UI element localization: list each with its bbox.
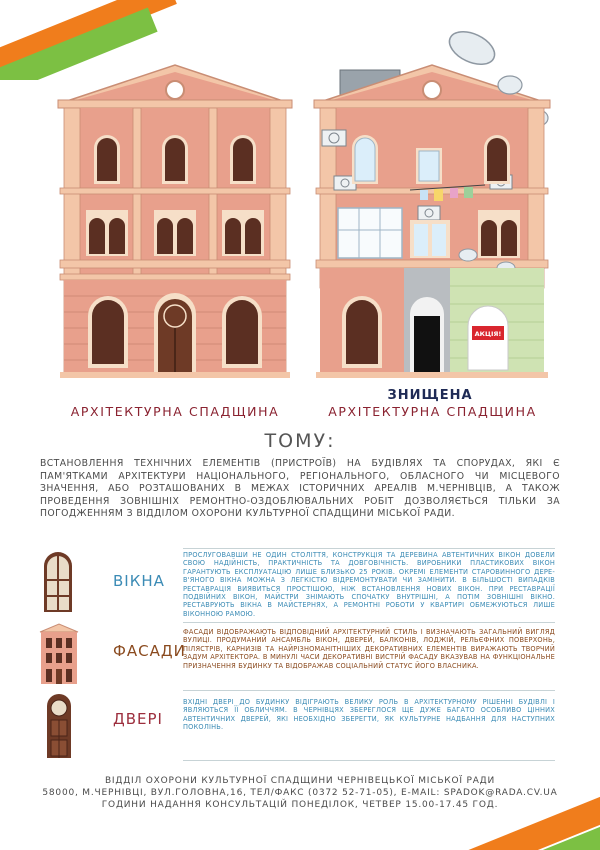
upper-windows <box>94 135 256 184</box>
section-windows <box>38 548 560 618</box>
plain-door <box>410 297 444 376</box>
section-label-facades: ФАСАДИ <box>113 642 186 660</box>
divider <box>183 690 555 691</box>
footer-department: ВІДДІЛ ОХОРОНИ КУЛЬТУРНОЇ СПАДЩИНИ ЧЕРНІВЕЦЬКОЇ МІСЬКОЇ РАДИ <box>104 776 496 786</box>
middle-windows <box>86 210 264 256</box>
section-text-facades: ФАСАДИ ВІДОБРАЖАЮТЬ ВІДПОВІДНИЙ АРХІТЕКТУРНИЙ СТИЛЬ І ВИЗНАЧАЮТЬ ЗАГАЛЬНИЙ ВИГЛЯД ВУЛИЦІ. ПРОДУМАНИЙ АНСАМБЛЬ ВІКОН, ДВЕРЕЙ, БАЛКОНІВ, ЛОДЖІЙ, РЕЛЬЄФНИХ ПОВЕРХОНЬ, ПІЛЯСТРІВ, КАРНИЗІВ ТА НАЙРІЗНОМАНІТНІШИХ ДЕКОРАТИВНИХ ЕЛЕМЕНТІВ ВИРАЖАЮТЬ ТВОРЧИЙ ЗАДУМ АРХІТЕКТОРА. В МИНУЛІ ЧАСИ ДЕКОРАТИВНІ ВИСТРІЙ ФАСАДУ ВКАЗУВАВ НА ФУНКЦІОНАЛЬНЕ ПРИЗНАЧЕННЯ БУДИНКУ ТА ВІДОБРАЖАВ СОЦІАЛЬНИЙ СТАТУС ЙОГО ВЛАСНИКА. <box>183 628 555 670</box>
door-icon <box>46 692 72 758</box>
ground-arched-window <box>342 296 382 368</box>
ornate-door <box>154 293 196 376</box>
caption-destroyed: ЗНИЩЕНА <box>387 388 473 403</box>
divider <box>183 760 555 761</box>
destroyed-heritage-building-illustration <box>310 30 555 380</box>
section-label-windows: ВІКНА <box>113 572 165 590</box>
section-text-doors: ВХІДНІ ДВЕРІ ДО БУДИНКУ ВІДІГРАЮТЬ ВЕЛИКУ РОЛЬ В АРХІТЕКТУРНОМУ РІШЕННІ БУДІВЛІ І ЯВЛЯЮТЬСЯ ЇЇ ОБЛИЧЧЯМ. В ЧЕРНІВЦЯХ ЗБЕРЕГЛОСЯ ЩЕ ДУЖЕ БАГАТО ОСОБЛИВО ЦІННИХ АВТЕНТИЧНИХ ДВЕРЕЙ, ЯКІ НЕОБХІДНО ЗБЕРЕГТИ, ЯК КУЛЬТУРНЕ НАДБАННЯ ДЛЯ НАСТУПНИХ ПОКОЛІНЬ. <box>183 698 555 732</box>
footer-address: 58000, М.ЧЕРНІВЦІ, ВУЛ.ГОЛОВНА,16, ТЕЛ/ФАКС (0372 52-71-05), E-MAIL: SPADOK@RADA.CV.UA <box>42 788 558 798</box>
roof-pediment <box>58 65 292 108</box>
caption-heritage: АРХІТЕКТУРНА СПАДЩИНА <box>70 404 280 419</box>
divider <box>183 548 555 549</box>
section-facades <box>38 622 560 690</box>
facade-icon <box>38 622 80 684</box>
heritage-building-illustration <box>50 60 300 380</box>
caption-destroyed-heritage: АРХІТЕКТУРНА СПАДЩИНА <box>328 404 537 419</box>
shop-window <box>468 306 508 370</box>
section-text-windows: ПРОСЛУГОВАВШИ НЕ ОДИН СТОЛІТТЯ, КОНСТРУКЦІЯ ТА ДЕРЕВИНА АВТЕНТИЧНИХ ВІКОН ДОВЕЛИ СВОЮ НАДІЙНІСТЬ, ПРАКТИЧНІСТЬ ТА ДОВГОВІЧНІСТЬ. ВИРОБНИКИ ПЛАСТИКОВИХ ВІКОН ГАРАНТУЮТЬ ЕКСПЛУАТАЦІЮ ЛИШЕ БЛИЗЬКО 25 РОКІВ. ОКРЕМІ ЕЛЕМЕНТИ СТАРОВИННОГО ДЕРЕ- В'ЯНОГО ВІКНА МОЖНА З ЛЕГКІСТЮ ВІДРЕМОНТУВАТИ ЧИ ЗАМІНИТИ. В БІЛЬШОСТІ ВИПАДКІВ РЕСТАВРАЦІЯ ВИЯВИТЬСЯ ПРОСТІШОЮ, НІЖ ВСТАНОВЛЕННЯ НОВИХ ВІКОН. ПРИ РЕСТАВРАЦІЇ ПОДВІЙНИХ ВІКОН, МАЙСТРИ ЗНІМАЮТЬ СПОЧАТКУ ВНУТРІШНІ, А ПОТІМ ЗОВНІШНІ ВІКНО. РЕСТАВРУЮТЬ ВІКНА В МАЙСТЕРНЯХ, А РЕМОНТНІ РОБОТИ У КВАРТИРІ ОБМЕЖУЮТЬСЯ ЛИШЕ ВІКОННОЮ РАМОЮ. <box>183 551 555 618</box>
section-doors <box>38 690 560 762</box>
divider <box>183 622 555 623</box>
enclosed-balcony <box>338 208 402 258</box>
window-icon <box>42 550 74 614</box>
shop-sign-text: АКЦІЯ! <box>474 330 502 338</box>
main-paragraph: ВСТАНОВЛЕННЯ ТЕХНІЧНИХ ЕЛЕМЕНТІВ (ПРИСТРОЇВ) НА БУДІВЛЯХ ТА СПОРУДАХ, ЯКІ Є ПАМ'ЯТКАМИ АРХІТЕКТУРИ НАЦІОНАЛЬНОГО, РЕГІОНАЛЬНОГО, ОБЛАСНОГО ЧИ МІСЦЕВОГО ЗНАЧЕННЯ, АБО РОЗТАШОВАНИХ В МЕЖАХ ІСТОРИЧНИХ АРЕАЛІВ М.ЧЕРНІВЦІВ, А ТАКОЖ ПРОВЕДЕННЯ ЗОВНІШНІХ РЕМОНТНО-ОЗДОБЛЮВАЛЬНИХ РОБІТ ДОЗВОЛЯЄТЬСЯ ТІЛЬКИ ЗА ПОГОДЖЕННЯМ З ВІДДІЛОМ ОХОРОНИ КУЛЬТУРНОЇ СПАДЩИНИ МІСЬКОЇ РАДИ. <box>40 458 560 520</box>
section-label-doors: ДВЕРІ <box>113 710 163 728</box>
footer-hours: ГОДИНИ НАДАННЯ КОНСУЛЬТАЦІЙ ПОНЕДІЛОК, ЧЕТВЕР 15.00-17.45 ГОД. <box>101 800 499 810</box>
footer <box>0 775 600 811</box>
page-title: ТОМУ: <box>264 430 336 452</box>
